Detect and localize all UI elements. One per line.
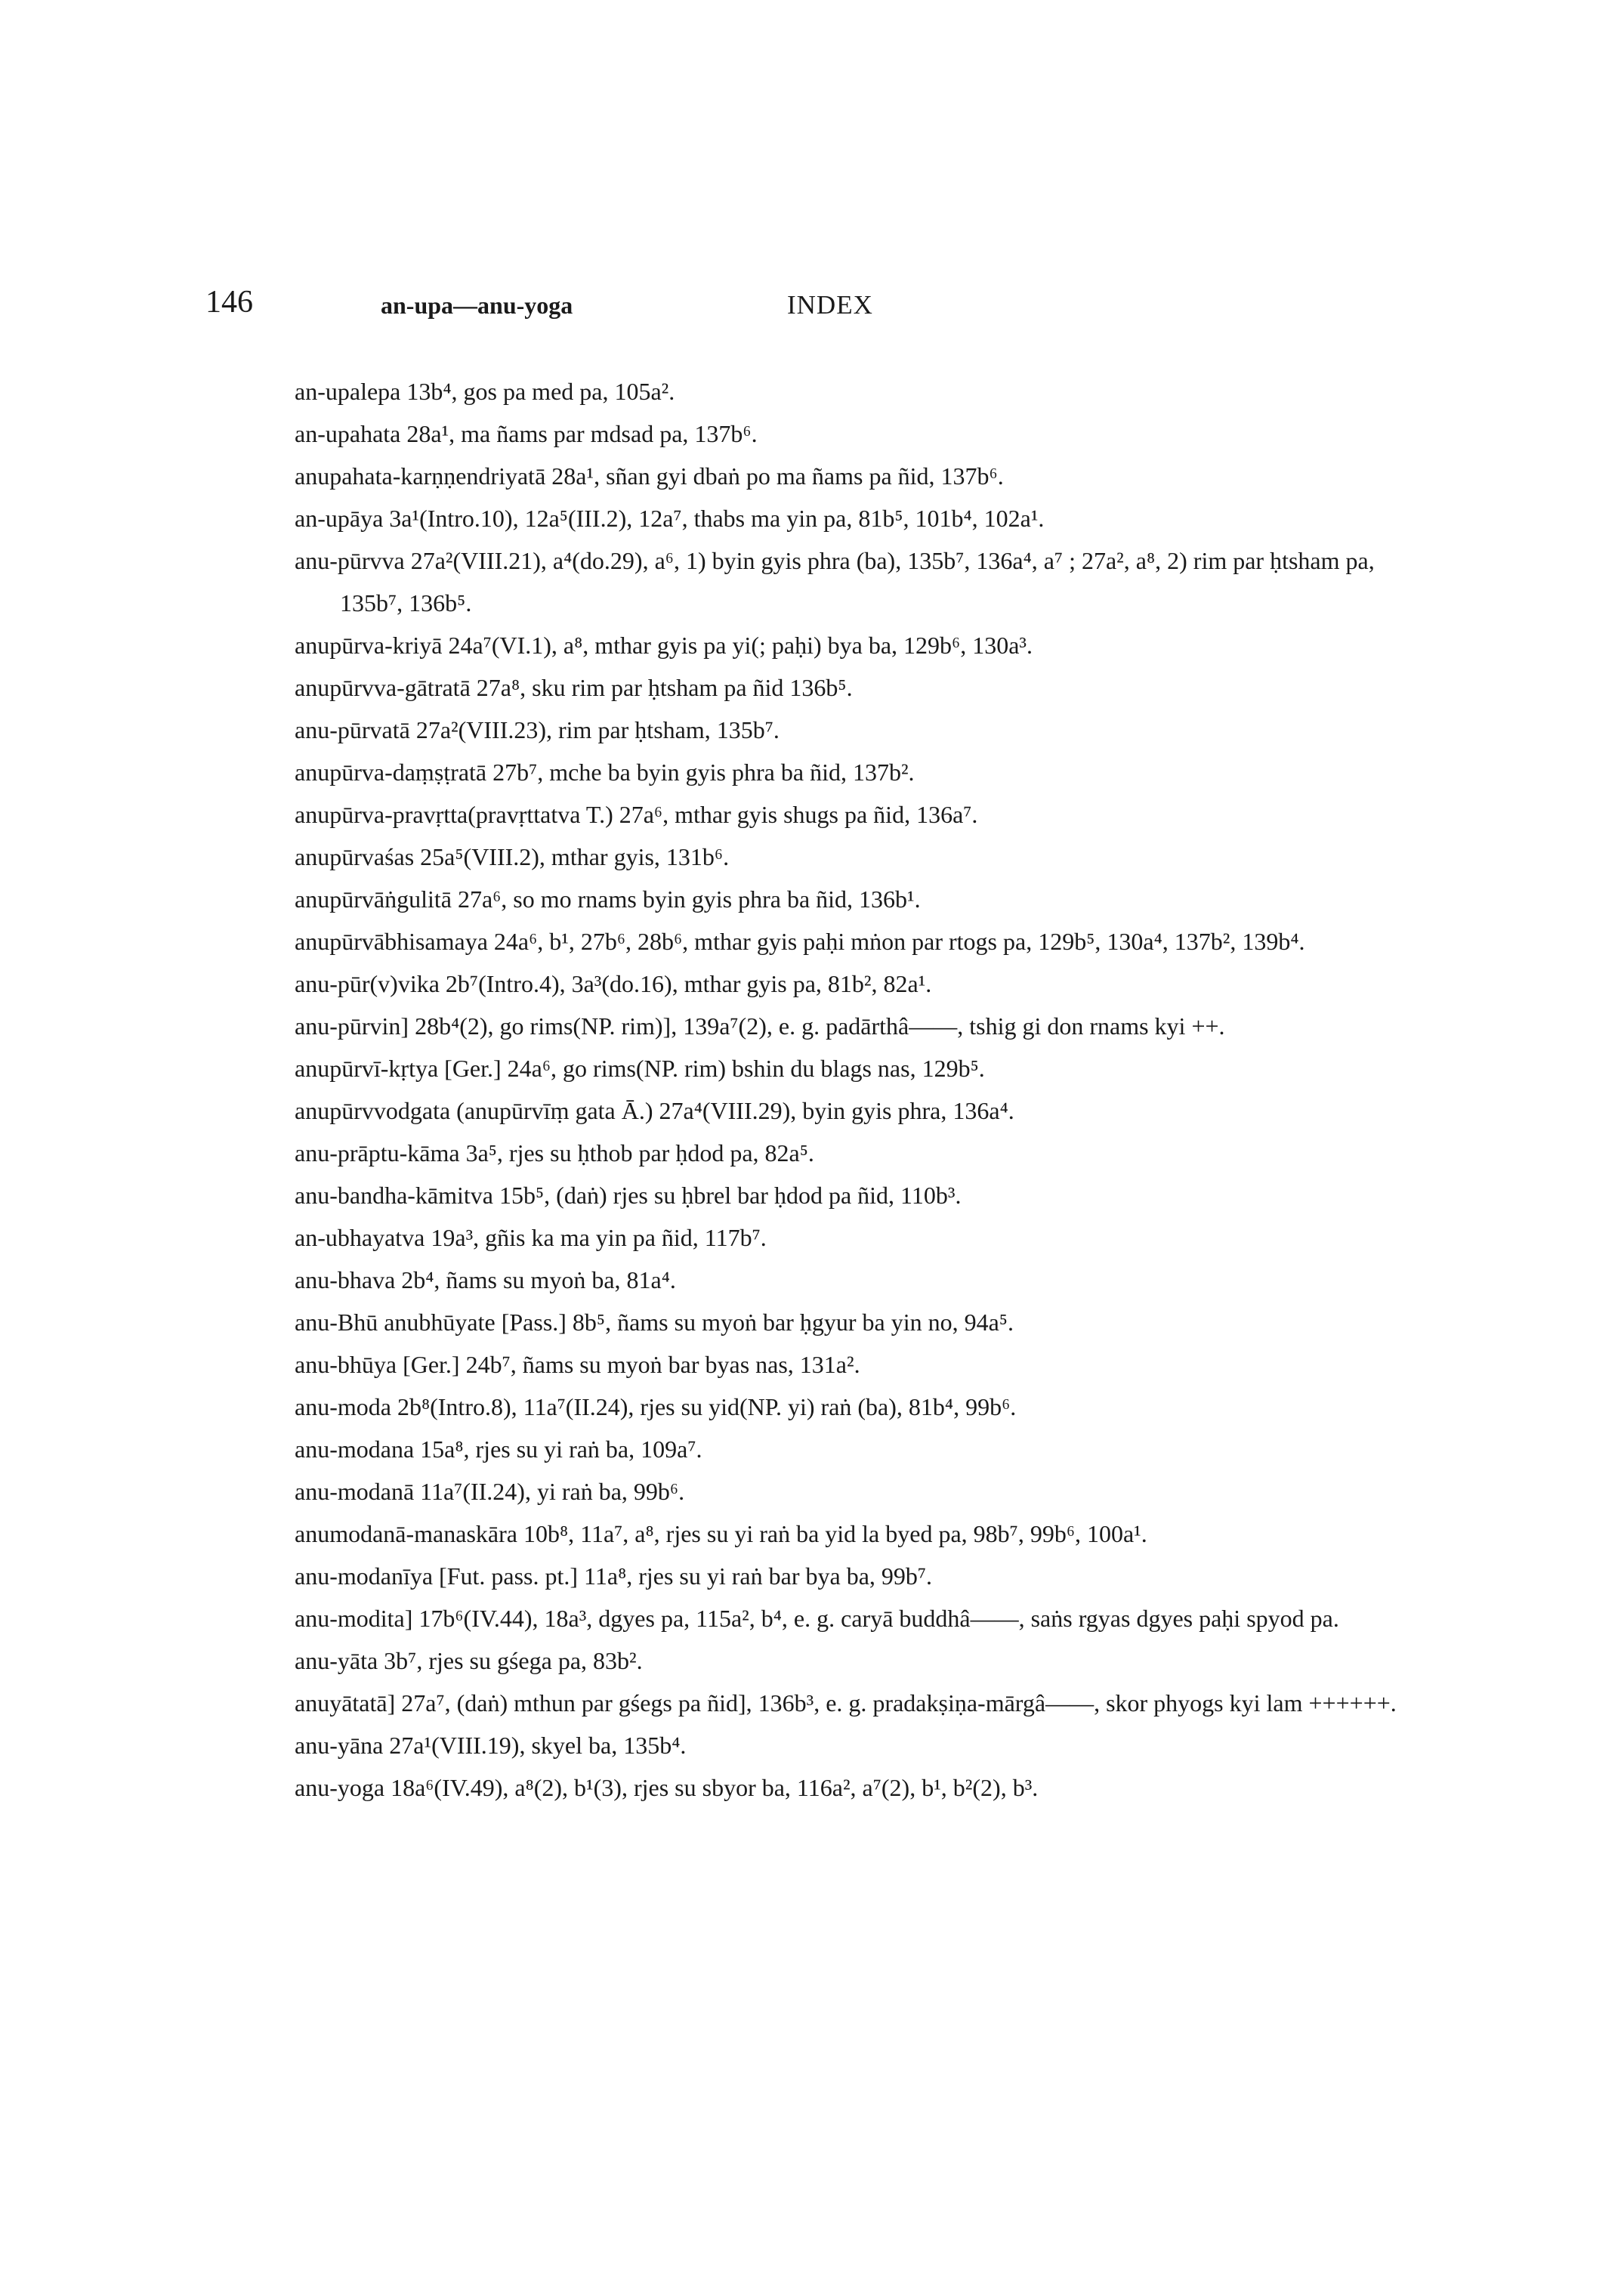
page-header	[205, 284, 1414, 329]
index-entry: anupūrvvodgata (anupūrvīṃ gata Ā.) 27a⁴(VIII.29), byin gyis phra, 136a⁴.	[295, 1097, 1014, 1124]
index-entry: an-upāya 3a¹(Intro.10), 12a⁵(III.2), 12a⁷, thabs ma yin pa, 81b⁵, 101b⁴, 102a¹.	[295, 505, 1045, 532]
index-entry: anu-Bhū anubhūyate [Pass.] 8b⁵, ñams su myoṅ bar ḥgyur ba yin no, 94a⁵.	[295, 1309, 1014, 1336]
index-entry: an-upalepa 13b⁴, gos pa med pa, 105a².	[295, 378, 675, 405]
section-title: INDEX	[787, 290, 873, 320]
index-entry: anu-modita] 17b⁶(IV.44), 18a³, dgyes pa, 115a², b⁴, e. g. caryā buddhâ——, saṅs rgyas dgyes paḥi spyod pa.	[295, 1605, 1339, 1632]
index-entry: anu-bhava 2b⁴, ñams su myoṅ ba, 81a⁴.	[295, 1266, 676, 1293]
index-entry: anu-yoga 18a⁶(IV.49), a⁸(2), b¹(3), rjes su sbyor ba, 116a², a⁷(2), b¹, b²(2), b³.	[295, 1774, 1039, 1801]
index-entry: anu-pūrvva 27a²(VIII.21), a⁴(do.29), a⁶, 1) byin gyis phra (ba), 135b⁷, 136a⁴, a⁷ ; 27a², a⁸, 2) rim par ḥtsham pa, 135b⁷, 136b⁵.	[295, 547, 1375, 616]
index-entry: anu-pūrvatā 27a²(VIII.23), rim par ḥtsham, 135b⁷.	[295, 716, 780, 743]
index-entry: anupūrvābhisamaya 24a⁶, b¹, 27b⁶, 28b⁶, mthar gyis paḥi mṅon par rtogs pa, 129b⁵, 130a⁴, 137b², 139b⁴.	[295, 928, 1305, 955]
index-entry: anumodanā-manaskāra 10b⁸, 11a⁷, a⁸, rjes su yi raṅ ba yid la byed pa, 98b⁷, 99b⁶, 100a¹.	[295, 1520, 1147, 1547]
index-entry: anupūrvaśas 25a⁵(VIII.2), mthar gyis, 131b⁶.	[295, 843, 730, 870]
index-entry: anupūrva-pravṛtta(pravṛttatva T.) 27a⁶, mthar gyis shugs pa ñid, 136a⁷.	[295, 801, 978, 828]
index-entry: anu-yāna 27a¹(VIII.19), skyel ba, 135b⁴.	[295, 1732, 687, 1759]
index-entry: anu-pūr(v)vika 2b⁷(Intro.4), 3a³(do.16), mthar gyis pa, 81b², 82a¹.	[295, 970, 932, 997]
index-entry: anu-moda 2b⁸(Intro.8), 11a⁷(II.24), rjes su yid(NP. yi) raṅ (ba), 81b⁴, 99b⁶.	[295, 1393, 1017, 1420]
index-entry: an-ubhayatva 19a³, gñis ka ma yin pa ñid, 117b⁷.	[295, 1224, 767, 1251]
index-entry: anu-modanā 11a⁷(II.24), yi raṅ ba, 99b⁶.	[295, 1478, 685, 1505]
index-entry: anu-pūrvin] 28b⁴(2), go rims(NP. rim)], 139a⁷(2), e. g. padārthâ——, tshig gi don rnams kyi ++.	[295, 1012, 1225, 1040]
running-head: an-upa—anu-yoga	[381, 292, 573, 319]
index-entry: anu-modana 15a⁸, rjes su yi raṅ ba, 109a⁷.	[295, 1435, 702, 1463]
index-entry: anupūrvva-gātratā 27a⁸, sku rim par ḥtsham pa ñid 136b⁵.	[295, 674, 853, 701]
page-number: 146	[205, 285, 253, 320]
index-entry: anupūrvāṅgulitā 27a⁶, so mo rnams byin gyis phra ba ñid, 136b¹.	[295, 885, 921, 913]
index-entry: anu-modanīya [Fut. pass. pt.] 11a⁸, rjes su yi raṅ bar bya ba, 99b⁷.	[295, 1562, 933, 1590]
index-entry: anupūrvī-kṛtya [Ger.] 24a⁶, go rims(NP. rim) bshin du blags nas, 129b⁵.	[295, 1055, 985, 1082]
index-entry: anupahata-karṇṇendriyatā 28a¹, sñan gyi dbaṅ po ma ñams pa ñid, 137b⁶.	[295, 462, 1004, 490]
index-entry: anuyātatā] 27a⁷, (daṅ) mthun par gśegs pa ñid], 136b³, e. g. pradakṣiṇa-mārgâ——, skor phyogs kyi lam ++++++.	[295, 1689, 1397, 1717]
index-entry: anu-prāptu-kāma 3a⁵, rjes su ḥthob par ḥdod pa, 82a⁵.	[295, 1139, 814, 1167]
index-entry: anu-bhūya [Ger.] 24b⁷, ñams su myoṅ bar byas nas, 131a².	[295, 1351, 860, 1378]
index-entry: anu-yāta 3b⁷, rjes su gśega pa, 83b².	[295, 1647, 643, 1674]
index-entry: anupūrva-daṃṣṭratā 27b⁷, mche ba byin gyis phra ba ñid, 137b².	[295, 759, 915, 786]
index-entry: anupūrva-kriyā 24a⁷(VI.1), a⁸, mthar gyis pa yi(; paḥi) bya ba, 129b⁶, 130a³.	[295, 632, 1033, 659]
index-entry: anu-bandha-kāmitva 15b⁵, (daṅ) rjes su ḥbrel bar ḥdod pa ñid, 110b³.	[295, 1182, 962, 1209]
index-entry: an-upahata 28a¹, ma ñams par mdsad pa, 137b⁶.	[295, 420, 758, 447]
index-entries	[295, 370, 1443, 1809]
